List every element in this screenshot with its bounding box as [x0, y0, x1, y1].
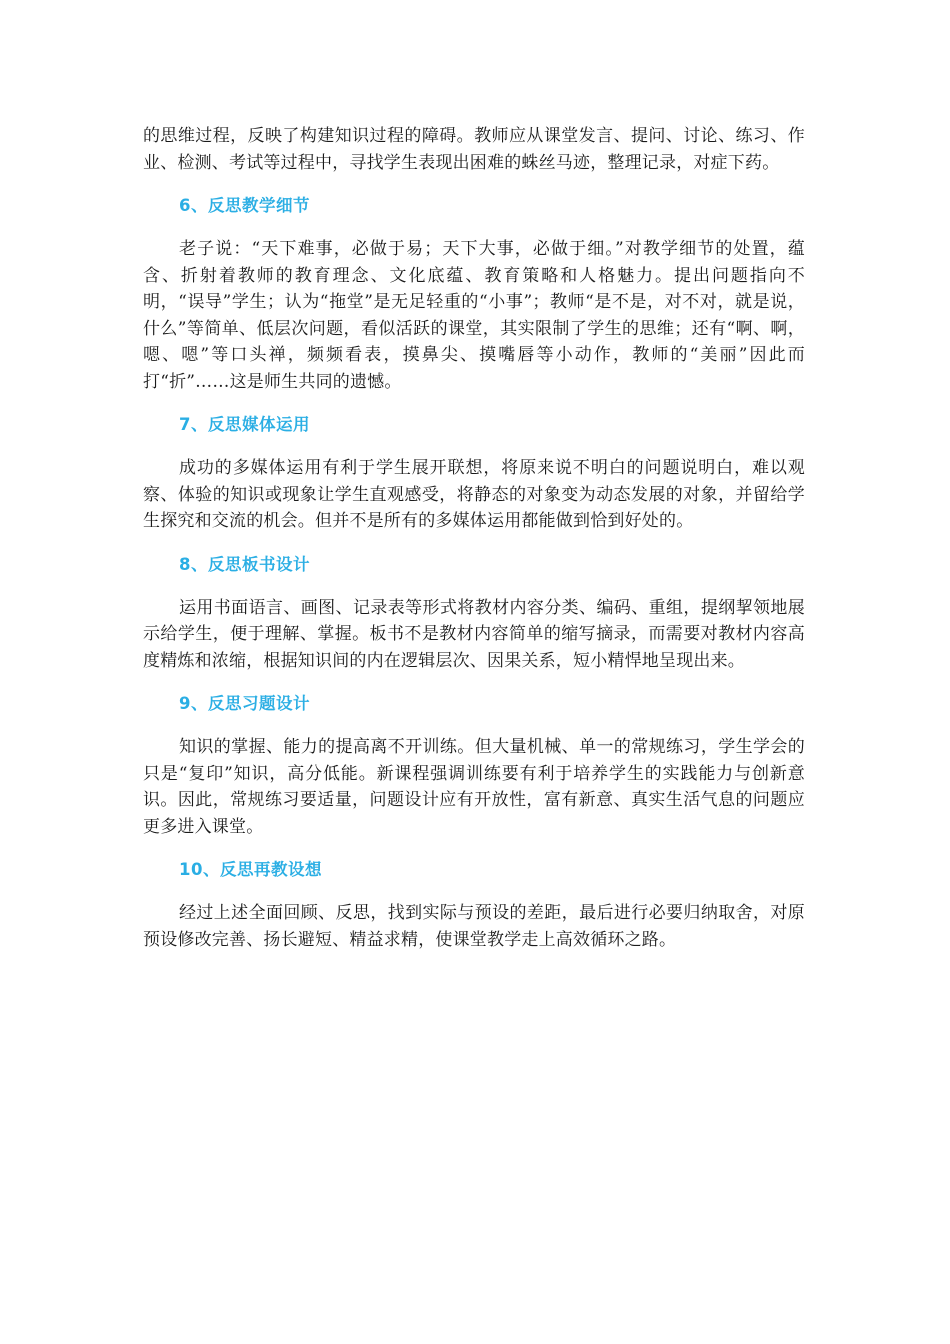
section-heading-8: 8、反思板书设计 [179, 554, 310, 574]
section-body-9: 知识的掌握、能力的提高离不开训练。但大量机械、单一的常规练习，学生学会的只是“复印”知识，高分低能。新课程强调训练要有利于培养学生的实践能力与创新意识。因此，常规练习要适量，问题设计应有开放性，富有新意、真实生活气息的问题应更多进入课堂。 [143, 737, 805, 837]
section-body-10: 经过上述全面回顾、反思，找到实际与预设的差距，最后进行必要归纳取舍，对原预设修改完善、扬长避短、精益求精，使课堂教学走上高效循环之路。 [143, 903, 805, 950]
section-body-7: 成功的多媒体运用有利于学生展开联想，将原来说不明白的问题说明白，难以观察、体验的知识或现象让学生直观感受，将静态的对象变为动态发展的对象，并留给学生探究和交流的机会。但并不是所有的多媒体运用都能做到恰到好处的。 [143, 458, 805, 531]
section-heading-9: 9、反思习题设计 [179, 694, 310, 713]
section-body-6: 老子说：“天下难事，必做于易；天下大事，必做于细。”对教学细节的处置，蕴含、折射着教师的教育理念、文化底蕴、教育策略和人格魅力。提出问题指向不明，“误导”学生；认为“拖堂”是无足轻重的“小事”；教师“是不是，对不对，就是说，什么”等简单、低层次问题，看似活跃的课堂，其实限制了学生的思维；还有“啊、啊，嗯、嗯”等口头禅，频频看表，摸鼻尖、摸嘴唇等小动作，教师的“美丽”因此而打“折”……这是师生共同的遗憾。 [143, 239, 805, 392]
section-heading-7: 7、反思媒体运用 [179, 415, 310, 434]
section-body-8: 运用书面语言、画图、记录表等形式将教材内容分类、编码、重组，提纲挈领地展示给学生，便于理解、掌握。板书不是教材内容简单的缩写摘录，而需要对教材内容高度精炼和浓缩，根据知识间的内在逻辑层次、因果关系，短小精悍地呈现出来。 [143, 597, 805, 671]
section-heading-10: 10、反思再教设想 [179, 860, 322, 879]
section-heading-6: 6、反思教学细节 [179, 196, 310, 215]
document-page [143, 123, 805, 953]
intro-paragraph: 的思维过程，反映了构建知识过程的障碍。教师应从课堂发言、提问、讨论、练习、作业、检测、考试等过程中，寻找学生表现出困难的蛛丝马迹，整理记录，对症下药。 [143, 126, 805, 173]
